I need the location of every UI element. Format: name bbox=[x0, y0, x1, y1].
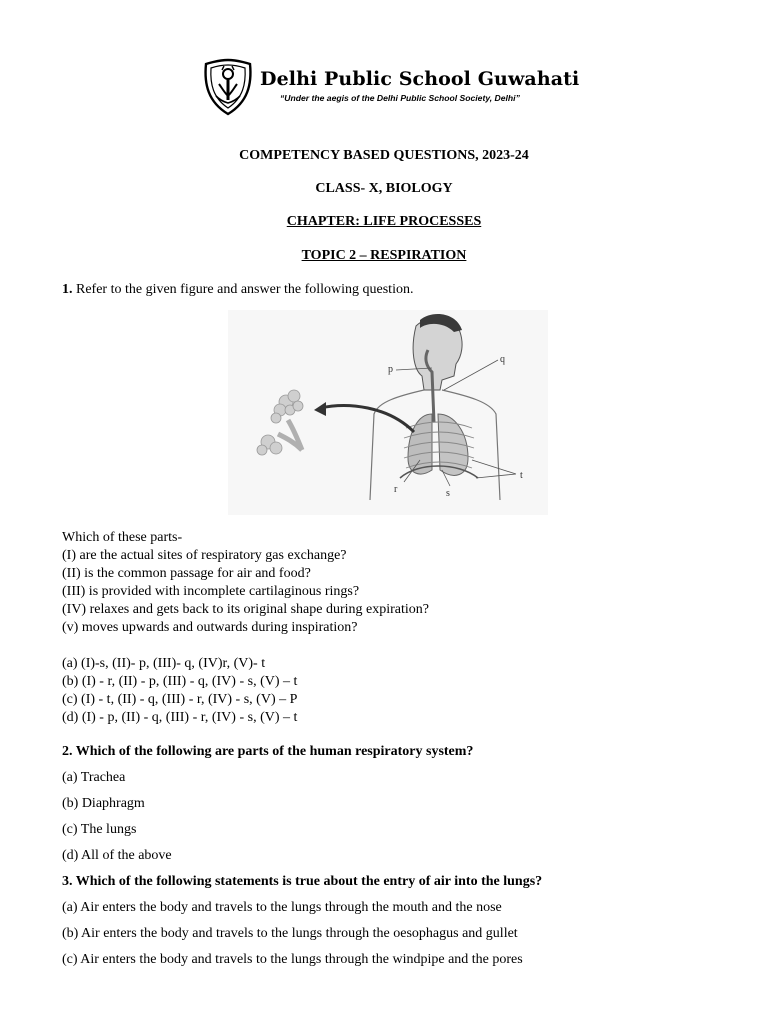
q1-part-5: (v) moves upwards and outwards during inspiration? bbox=[62, 620, 358, 635]
q1-option-c: (c) (I) - t, (II) - q, (III) - r, (IV) - s, (V) – P bbox=[62, 692, 298, 707]
q1-option-a: (a) (I)-s, (II)- p, (III)- q, (IV)r, (V)- t bbox=[62, 656, 266, 671]
q1-option-d: (d) (I) - p, (II) - q, (III) - r, (IV) - s, (V) – t bbox=[62, 710, 298, 725]
title-topic-row bbox=[0, 248, 768, 264]
q2-option-c: (c) The lungs bbox=[62, 822, 137, 837]
q1-option-b: (b) (I) - r, (II) - p, (III) - q, (IV) - s, (V) – t bbox=[62, 674, 298, 689]
q1-part-4: (IV) relaxes and gets back to its original shape during expiration? bbox=[62, 602, 429, 617]
q1-part-3: (III) is provided with incomplete cartilaginous rings? bbox=[62, 584, 360, 599]
school-tagline: “Under the aegis of the Delhi Public School Society, Delhi” bbox=[280, 93, 520, 103]
q1-options-list bbox=[62, 655, 297, 727]
q1-stem: Which of these parts- bbox=[62, 530, 183, 545]
school-crest-logo bbox=[202, 58, 254, 116]
figure-label-p: p bbox=[388, 364, 393, 375]
q3-question: 3. Which of the following statements is true about the entry of air into the lungs? bbox=[62, 874, 543, 889]
title-chapter: CHAPTER: LIFE PROCESSES bbox=[286, 214, 482, 229]
q2-option-a: (a) Trachea bbox=[62, 770, 126, 785]
figure-label-r: r bbox=[394, 484, 398, 495]
q1-prompt bbox=[62, 282, 413, 298]
q2-option-d: (d) All of the above bbox=[62, 848, 172, 863]
q1-part-2: (II) is the common passage for air and food? bbox=[62, 566, 311, 581]
figure-label-q: q bbox=[500, 354, 505, 365]
q3-option-c: (c) Air enters the body and travels to the lungs through the windpipe and the pores bbox=[62, 952, 523, 967]
q3-option-a: (a) Air enters the body and travels to the lungs through the mouth and the nose bbox=[62, 900, 502, 915]
q2-question: 2. Which of the following are parts of the human respiratory system? bbox=[62, 744, 474, 759]
q1-parts-list bbox=[62, 529, 429, 637]
title-class: CLASS- X, BIOLOGY bbox=[315, 181, 453, 196]
title-chapter-row bbox=[0, 214, 768, 230]
respiratory-system-figure bbox=[228, 310, 548, 515]
q1-prompt-text: Refer to the given figure and answer the following question. bbox=[72, 282, 414, 297]
q3-option-b: (b) Air enters the body and travels to the lungs through the oesophagus and gullet bbox=[62, 926, 518, 941]
figure-label-t: t bbox=[520, 470, 523, 481]
school-name: Delhi Public School Guwahati bbox=[260, 68, 580, 90]
title-competency: COMPETENCY BASED QUESTIONS, 2023-24 bbox=[239, 148, 529, 163]
title-topic: TOPIC 2 – RESPIRATION bbox=[301, 248, 467, 263]
q1-part-1: (I) are the actual sites of respiratory gas exchange? bbox=[62, 548, 347, 563]
figure-label-s: s bbox=[446, 488, 450, 499]
school-header bbox=[202, 58, 580, 118]
q2-option-b: (b) Diaphragm bbox=[62, 796, 145, 811]
q1-number: 1. bbox=[62, 282, 73, 297]
